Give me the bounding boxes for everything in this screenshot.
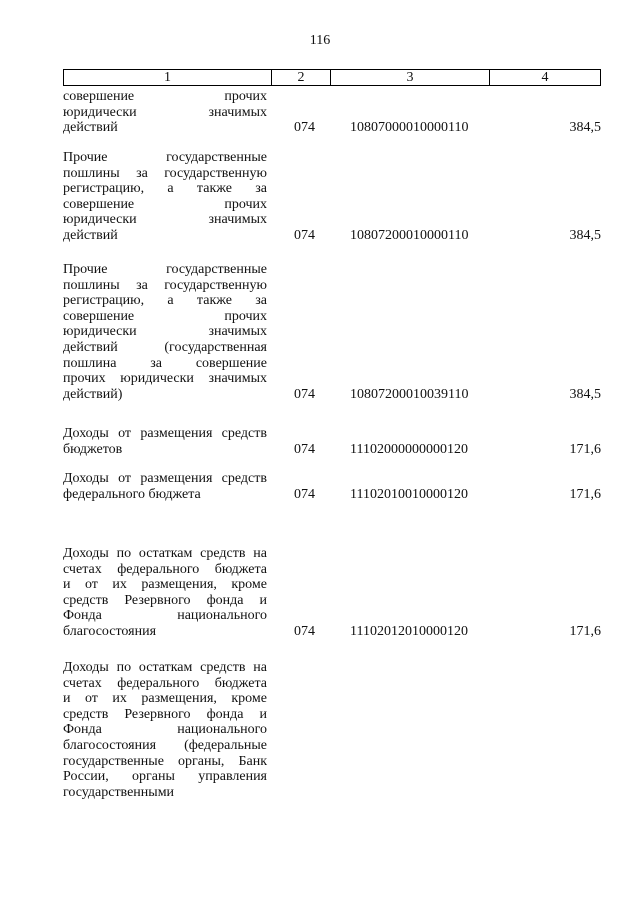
- row-amount: 171,6: [569, 441, 601, 457]
- row-description: [63, 426, 267, 457]
- row-budget-code: 10807200010000110: [350, 228, 469, 243]
- row-amount: 384,5: [569, 228, 601, 243]
- description-line: счетах федерального бюджета: [63, 561, 267, 577]
- row-description: [63, 150, 267, 244]
- description-line: действий: [63, 227, 118, 243]
- row-admin-code: 074: [294, 624, 315, 639]
- description-line: юридически значимых: [63, 212, 267, 228]
- description-line: средств Резервного фонда и: [63, 592, 267, 608]
- description-line: счетах федерального бюджета: [63, 675, 267, 691]
- description-line: и от их размещения, кроме: [63, 691, 267, 707]
- header-col-4: 4: [541, 70, 549, 85]
- row-description: [63, 546, 267, 640]
- description-line: средств Резервного фонда и: [63, 706, 267, 722]
- table-row: [63, 426, 603, 457]
- description-line: государственные органы, Банк: [63, 753, 267, 769]
- description-line: России, органы управления: [63, 769, 267, 785]
- description-line: пошлина за совершение: [63, 355, 267, 371]
- row-budget-code: 11102012010000120: [350, 624, 468, 639]
- table-row: [63, 546, 603, 640]
- row-admin-code: 074: [294, 386, 315, 402]
- header-col-3: 3: [406, 70, 414, 85]
- table-row: [63, 660, 603, 800]
- description-line: действий: [63, 120, 118, 136]
- header-col-2: 2: [297, 70, 305, 85]
- description-line: государственными: [63, 784, 175, 800]
- description-line: регистрацию, а также за: [63, 293, 267, 309]
- table-row: [63, 89, 603, 136]
- table-header: [63, 69, 601, 86]
- row-admin-code: 074: [294, 228, 315, 243]
- row-budget-code: 10807000010000110: [350, 120, 469, 136]
- row-admin-code: 074: [294, 486, 315, 502]
- description-line: совершение прочих: [63, 89, 267, 104]
- row-amount: 384,5: [569, 386, 601, 402]
- description-line: Доходы по остаткам средств на: [63, 546, 267, 561]
- description-line: благосостояния (федеральные: [63, 737, 267, 753]
- table-row: [63, 262, 603, 402]
- row-description: [63, 660, 267, 800]
- row-amount: 171,6: [569, 624, 601, 639]
- row-description: [63, 471, 267, 502]
- row-budget-code: 11102000000000120: [350, 441, 468, 457]
- description-line: пошлины за государственную: [63, 277, 267, 293]
- description-line: бюджетов: [63, 441, 123, 457]
- row-budget-code: 11102010010000120: [350, 486, 468, 502]
- row-description: [63, 89, 267, 136]
- row-admin-code: 074: [294, 441, 315, 457]
- row-amount: 384,5: [569, 120, 601, 136]
- description-line: действий): [63, 386, 123, 402]
- description-line: юридически значимых: [63, 324, 267, 340]
- description-line: федерального бюджета: [63, 486, 201, 502]
- row-admin-code: 074: [294, 120, 315, 136]
- description-line: действий (государственная: [63, 339, 267, 355]
- header-col-1: 1: [164, 70, 171, 85]
- description-line: благосостояния: [63, 623, 157, 639]
- description-line: совершение прочих: [63, 308, 267, 324]
- description-line: пошлины за государственную: [63, 165, 267, 181]
- row-amount: 171,6: [569, 486, 601, 502]
- description-line: Доходы от размещения средств: [63, 426, 267, 441]
- description-line: Доходы по остаткам средств на: [63, 660, 267, 675]
- table-row: [63, 150, 603, 244]
- row-budget-code: 10807200010039110: [350, 386, 469, 402]
- row-description: [63, 262, 267, 402]
- description-line: юридически значимых: [63, 104, 267, 120]
- description-line: совершение прочих: [63, 196, 267, 212]
- description-line: Фонда национального: [63, 722, 267, 738]
- table-row: [63, 471, 603, 502]
- description-line: регистрацию, а также за: [63, 181, 267, 197]
- description-line: Прочие государственные: [63, 150, 267, 165]
- description-line: и от их размещения, кроме: [63, 577, 267, 593]
- page-number: 116: [309, 33, 331, 48]
- description-line: Доходы от размещения средств: [63, 471, 267, 486]
- description-line: Фонда национального: [63, 608, 267, 624]
- description-line: Прочие государственные: [63, 262, 267, 277]
- description-line: прочих юридически значимых: [63, 371, 267, 387]
